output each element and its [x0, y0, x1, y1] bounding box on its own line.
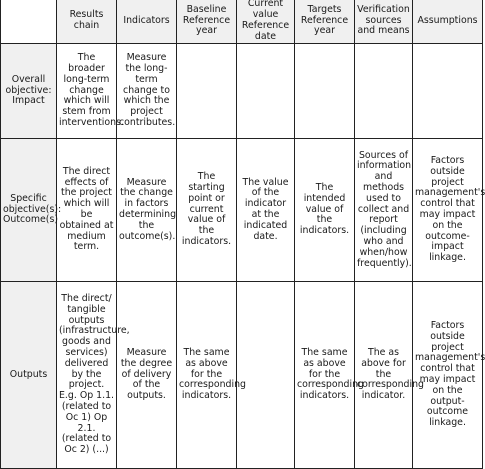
impact-indicators: Measure the long-term change to which the project contributes.: [117, 44, 177, 139]
impact-current-value: [237, 44, 295, 139]
outcome-current-value: The value of the indicator at the indicated date.: [237, 139, 295, 282]
outcome-baseline: The starting point or current value of the indicators.: [177, 139, 237, 282]
header-indicators: Indicators: [117, 0, 177, 44]
row-label-outcome: Specific objective(s): Outcome(s): [1, 139, 57, 282]
outcome-indicators: Measure the change in factors determining the outcome(s).: [117, 139, 177, 282]
table-row-outputs: [1, 282, 483, 469]
row-label-impact: Overall objective: Impact: [1, 44, 57, 139]
header-current-value: Current value Reference date: [237, 0, 295, 44]
outputs-current-value: [237, 282, 295, 469]
header-verification: Verification sources and means: [355, 0, 413, 44]
header-assumptions: Assumptions: [413, 0, 483, 44]
outputs-results-chain: The direct/ tangible outputs (infrastructure, goods and services) delivered by the project. E.g. Op 1.1. (related to Oc 1) Op 2.1. (related to Oc 2) (...): [57, 282, 117, 469]
table-row-impact: [1, 44, 483, 139]
outcome-verification: Sources of information and methods used to collect and report (including who and when/how frequently).: [355, 139, 413, 282]
impact-assumptions: [413, 44, 483, 139]
outcome-assumptions: Factors outside project management's control that may impact on the outcome-impact linkage.: [413, 139, 483, 282]
row-label-outputs: Outputs: [1, 282, 57, 469]
impact-results-chain: The broader long-term change which will stem from interventions.: [57, 44, 117, 139]
outcome-targets: The intended value of the indicators.: [295, 139, 355, 282]
header-row: [1, 0, 483, 44]
outputs-indicators: Measure the degree of delivery of the outputs.: [117, 282, 177, 469]
header-corner: [1, 0, 57, 44]
outputs-verification: The as above for the corresponding indicator.: [355, 282, 413, 469]
header-baseline: Baseline Reference year: [177, 0, 237, 44]
impact-baseline: [177, 44, 237, 139]
outputs-assumptions: Factors outside project management's control that may impact on the output-outcome linkage.: [413, 282, 483, 469]
impact-verification: [355, 44, 413, 139]
outcome-results-chain: The direct effects of the project which will be obtained at medium term.: [57, 139, 117, 282]
header-results-chain: Results chain: [57, 0, 117, 44]
table-row-outcome: [1, 139, 483, 282]
impact-targets: [295, 44, 355, 139]
outputs-targets: The same as above for the corresponding indicators.: [295, 282, 355, 469]
outputs-baseline: The same as above for the corresponding indicators.: [177, 282, 237, 469]
header-targets: Targets Reference year: [295, 0, 355, 44]
